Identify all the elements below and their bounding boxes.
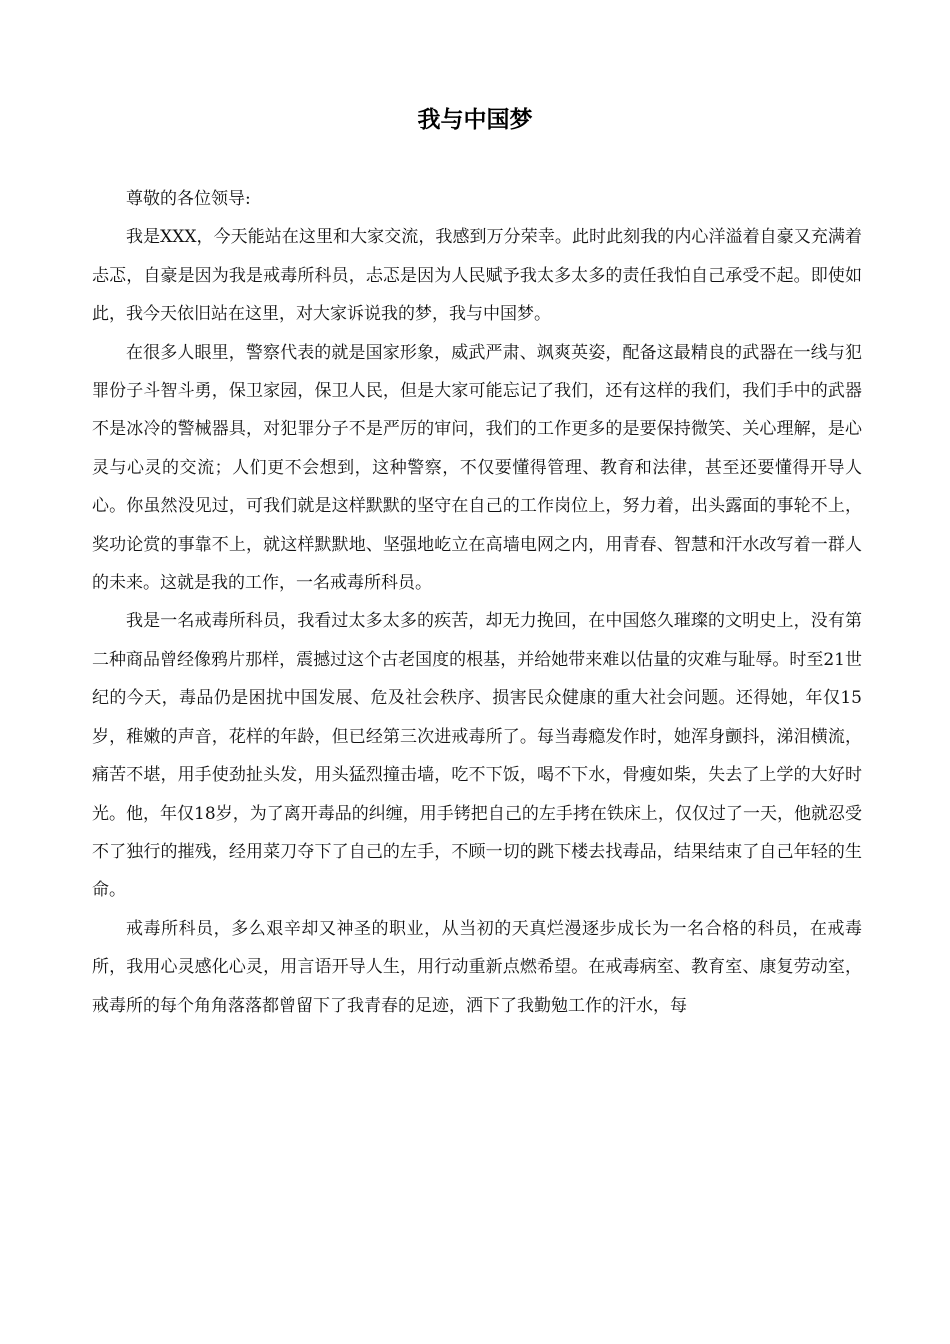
- salutation: 尊敬的各位领导:: [126, 189, 251, 209]
- document-body: [92, 180, 862, 1025]
- paragraph-police-image: 在很多人眼里，警察代表的就是国家形象，威武严肃、飒爽英姿，配备这最精良的武器在一线与犯罪份子斗智斗勇，保卫家园，保卫人民，但是大家可能忘记了我们，还有这样的我们，我们手中的武器不是冰冷的警械器具，对犯罪分子不是严厉的审问，我们的工作更多的是要保持微笑、关心理解，是心灵与心灵的交流；人们更不会想到，这种警察，不仅要懂得管理、教育和法律，甚至还要懂得开导人心。你虽然没见过，可我们就是这样默默的坚守在自己的工作岗位上，努力着，出头露面的事轮不上，奖功论赏的事靠不上，就这样默默地、坚强地屹立在高墙电网之内，用青春、智慧和汗水改写着一群人的未来。这就是我的工作，一名戒毒所科员。: [92, 342, 862, 594]
- paragraph-career: 戒毒所科员，多么艰辛却又神圣的职业，从当初的天真烂漫逐步成长为一名合格的科员，在戒毒所，我用心灵感化心灵，用言语开导人生，用行动重新点燃希望。在戒毒病室、教育室、康复劳动室，戒毒所的每个角角落落都曾留下了我青春的足迹，洒下了我勤勉工作的汗水，每: [92, 918, 862, 1016]
- paragraph-intro: 我是XXX，今天能站在这里和大家交流，我感到万分荣幸。此时此刻我的内心洋溢着自豪又充满着忐忑，自豪是因为我是戒毒所科员，忐忑是因为人民赋予我太多太多的责任我怕自己承受不起。即使如此，我今天依旧站在这里，对大家诉说我的梦，我与中国梦。: [92, 227, 862, 325]
- document-title: 我与中国梦: [417, 107, 533, 133]
- paragraph-drug-harm: 我是一名戒毒所科员，我看过太多太多的疾苦，却无力挽回，在中国悠久璀璨的文明史上，没有第二种商品曾经像鸦片那样，震撼过这个古老国度的根基，并给她带来难以估量的灾难与耻辱。时至21世纪的今天，毒品仍是困扰中国发展、危及社会秩序、损害民众健康的重大社会问题。还得她，年仅15岁，稚嫩的声音，花样的年龄，但已经第三次进戒毒所了。每当毒瘾发作时，她浑身颤抖，涕泪横流，痛苦不堪，用手使劲扯头发，用头猛烈撞击墙，吃不下饭，喝不下水，骨瘦如柴，失去了上学的大好时光。他，年仅18岁，为了离开毒品的纠缠，用手铐把自己的左手拷在铁床上，仅仅过了一天，他就忍受不了独行的摧残，经用菜刀夺下了自己的左手，不顾一切的跳下楼去找毒品，结果结束了自己年轻的生命。: [92, 611, 862, 901]
